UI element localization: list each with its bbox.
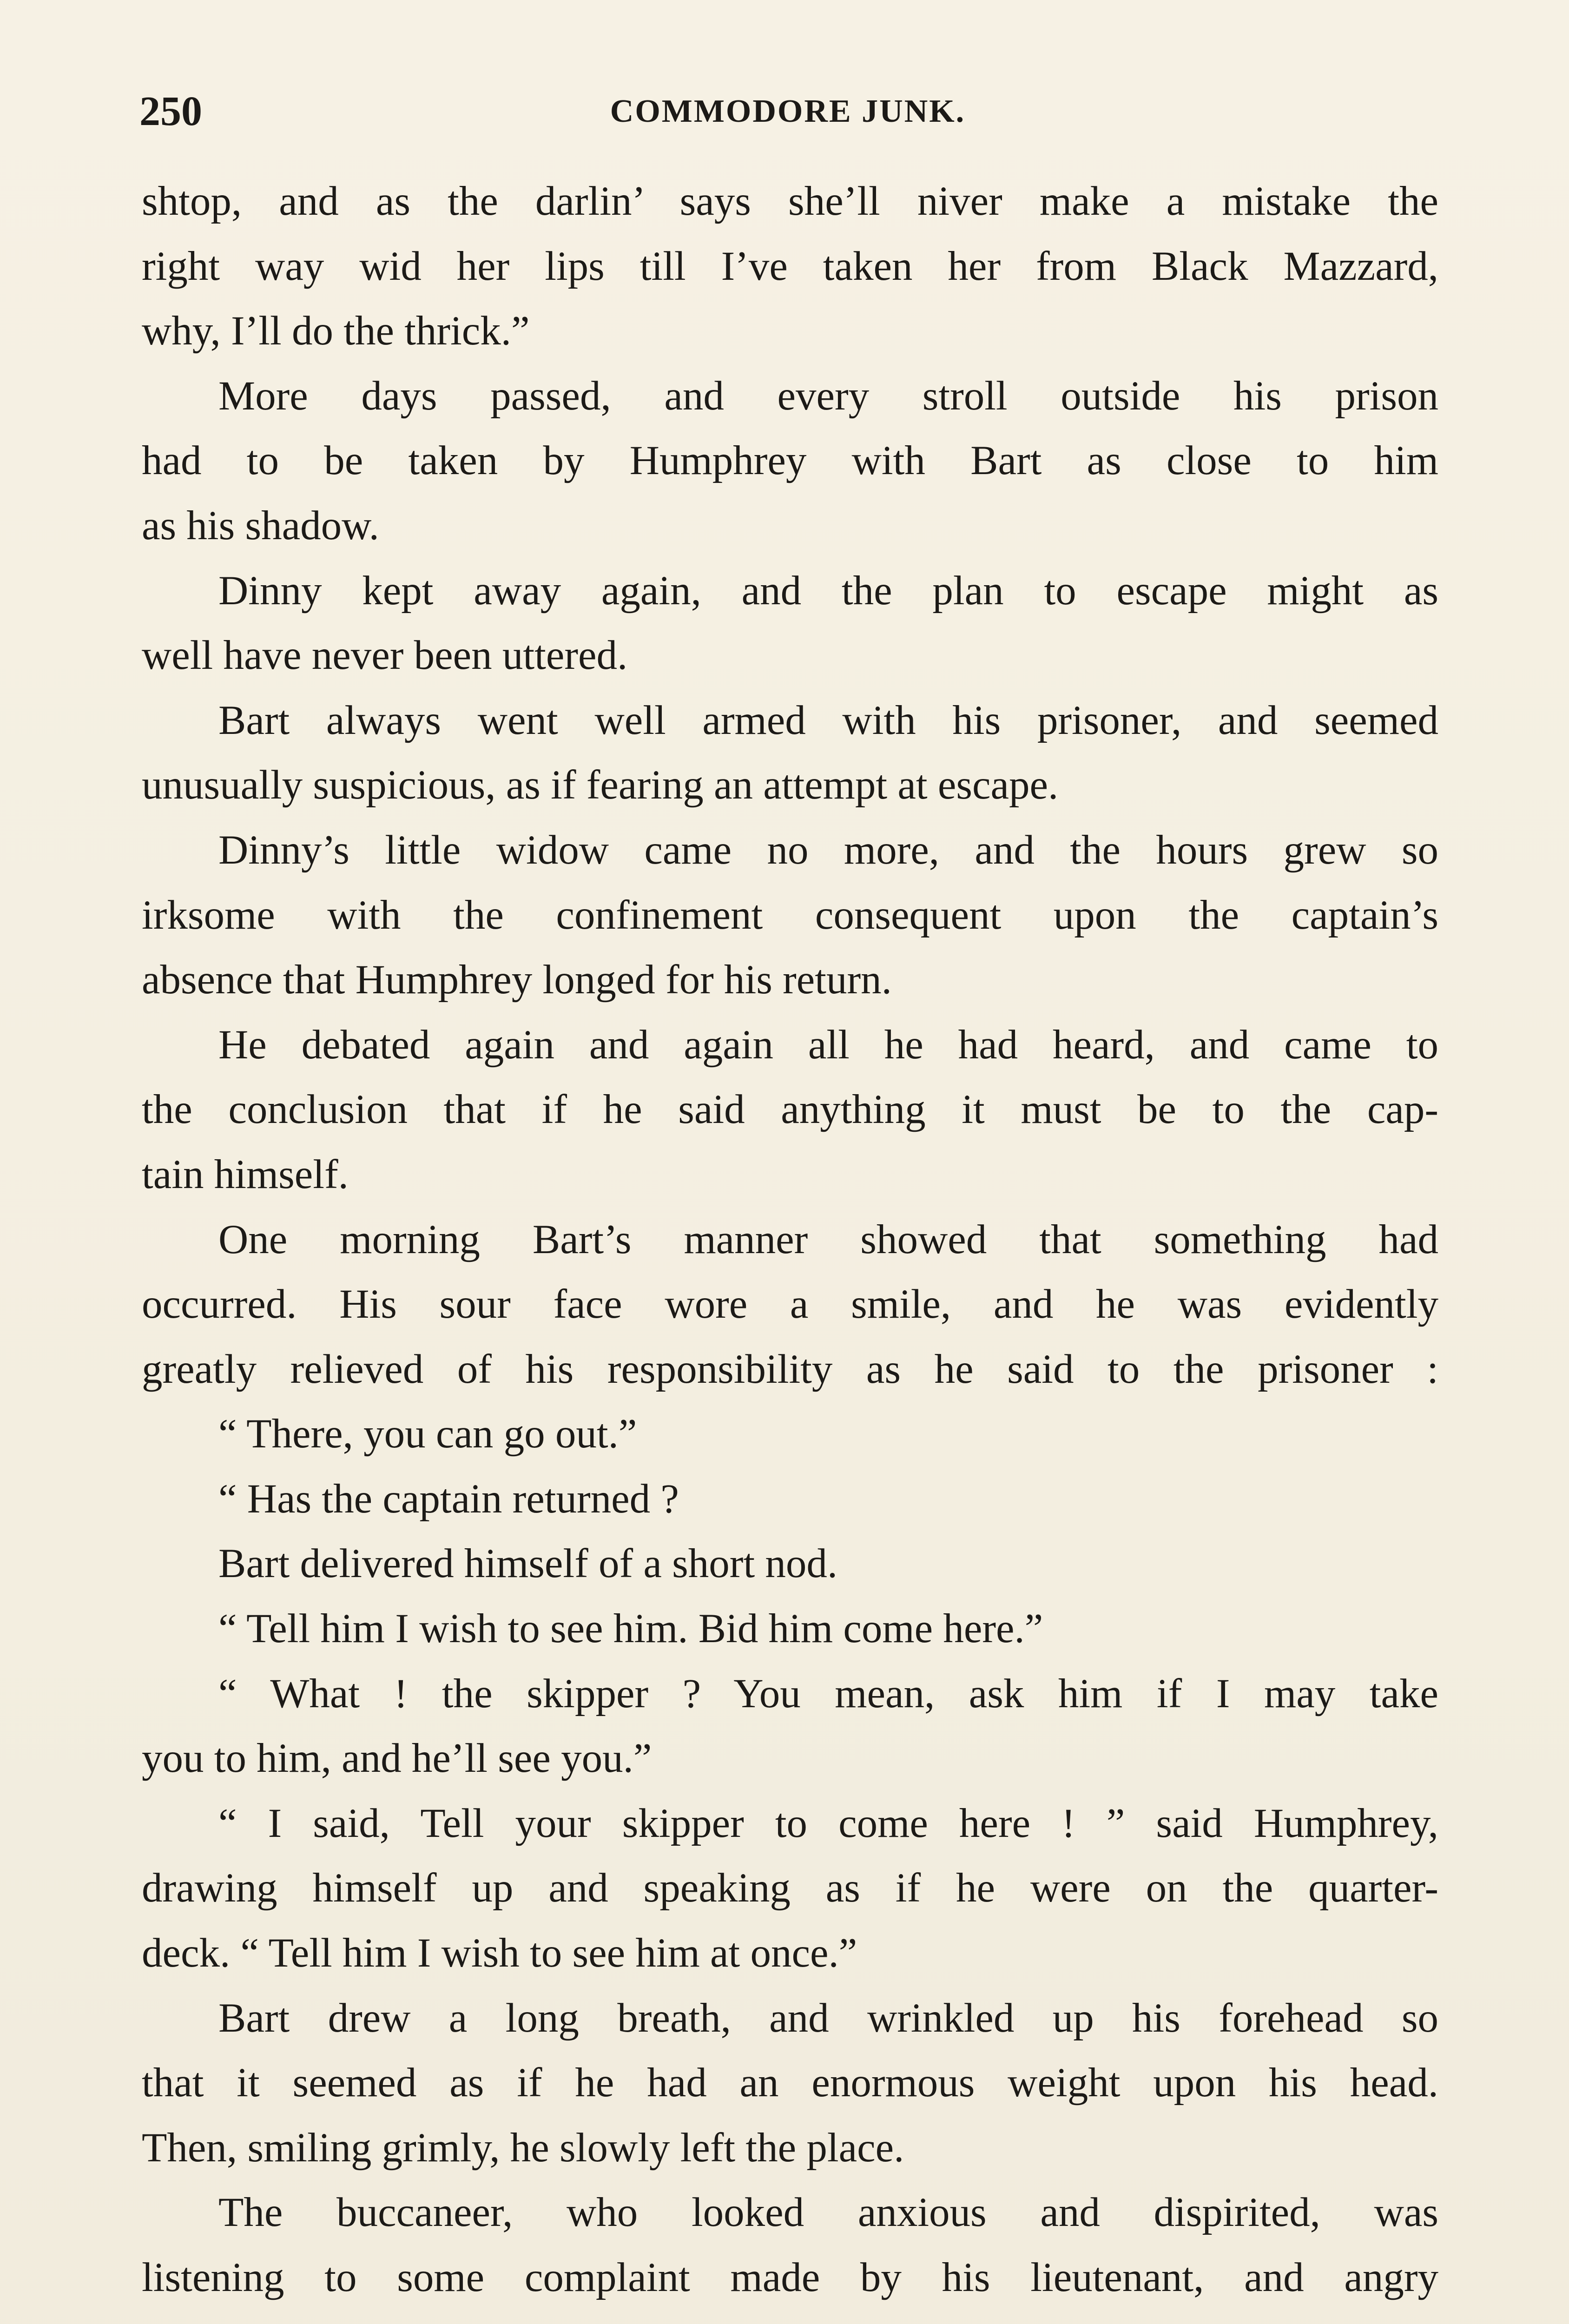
text-line: More days passed, and every stroll outside his prison <box>218 373 1438 419</box>
text-line: listening to some complaint made by his lieutenant, and angry <box>142 2255 1438 2300</box>
text-line: drawing himself up and speaking as if he were on the quarter- <box>142 1865 1438 1911</box>
text-line: had to be taken by Humphrey with Bart as close to him <box>142 438 1438 484</box>
text-line: Dinny’s little widow came no more, and the hours grew so <box>218 827 1438 873</box>
book-title: COMMODORE JUNK. <box>610 93 966 129</box>
text-line: Bart drew a long breath, and wrinkled up his forehead so <box>218 1995 1438 2041</box>
text-line: well have never been uttered. <box>142 633 628 679</box>
text-line: “ What ! the skipper ? You mean, ask him if I may take <box>218 1670 1438 1717</box>
text-line: the conclusion that if he said anything it must be to the cap- <box>142 1087 1438 1133</box>
text-line: One morning Bart’s manner showed that something had <box>218 1216 1438 1262</box>
text-line: you to him, and he’ll see you.” <box>142 1736 652 1782</box>
text-line: irksome with the confinement consequent upon the captain’s <box>142 892 1438 938</box>
text-line: right way wid her lips till I’ve taken her from Black Mazzard, <box>142 243 1438 289</box>
text-line: deck. “ Tell him I wish to see him at once.” <box>142 1930 857 1976</box>
text-line: He debated again and again all he had heard, and came to <box>218 1022 1438 1068</box>
text-line: greatly relieved of his responsibility as he said to the prisoner : <box>142 1346 1438 1392</box>
text-line: Then, smiling grimly, he slowly left the place. <box>142 2125 904 2171</box>
text-line: The buccaneer, who looked anxious and dispirited, was <box>218 2190 1438 2236</box>
text-line: tain himself. <box>142 1151 349 1197</box>
text-line: Dinny kept away again, and the plan to escape might as <box>218 568 1438 614</box>
text-line: absence that Humphrey longed for his return. <box>142 957 892 1003</box>
body-text <box>142 169 1438 2311</box>
text-line: shtop, and as the darlin’ says she’ll niver make a mistake the <box>142 178 1438 224</box>
text-line: “ Has the captain returned ? <box>218 1476 679 1522</box>
page-number: 250 <box>139 88 202 134</box>
running-head <box>139 84 1436 139</box>
text-line: Bart always went well armed with his prisoner, and seemed <box>218 697 1438 743</box>
text-line: “ I said, Tell your skipper to come here ! ” said Humphrey, <box>218 1800 1438 1846</box>
text-line: why, I’ll do the thrick.” <box>142 308 530 354</box>
text-line: “ There, you can go out.” <box>218 1411 637 1457</box>
text-line: occurred. His sour face wore a smile, and he was evidently <box>142 1281 1438 1327</box>
text-line: Bart delivered himself of a short nod. <box>218 1541 838 1587</box>
text-line: “ Tell him I wish to see him. Bid him come here.” <box>218 1606 1043 1652</box>
text-line: as his shadow. <box>142 502 379 548</box>
text-line: that it seemed as if he had an enormous weight upon his head. <box>142 2060 1438 2106</box>
text-line: unusually suspicious, as if fearing an attempt at escape. <box>142 762 1059 808</box>
